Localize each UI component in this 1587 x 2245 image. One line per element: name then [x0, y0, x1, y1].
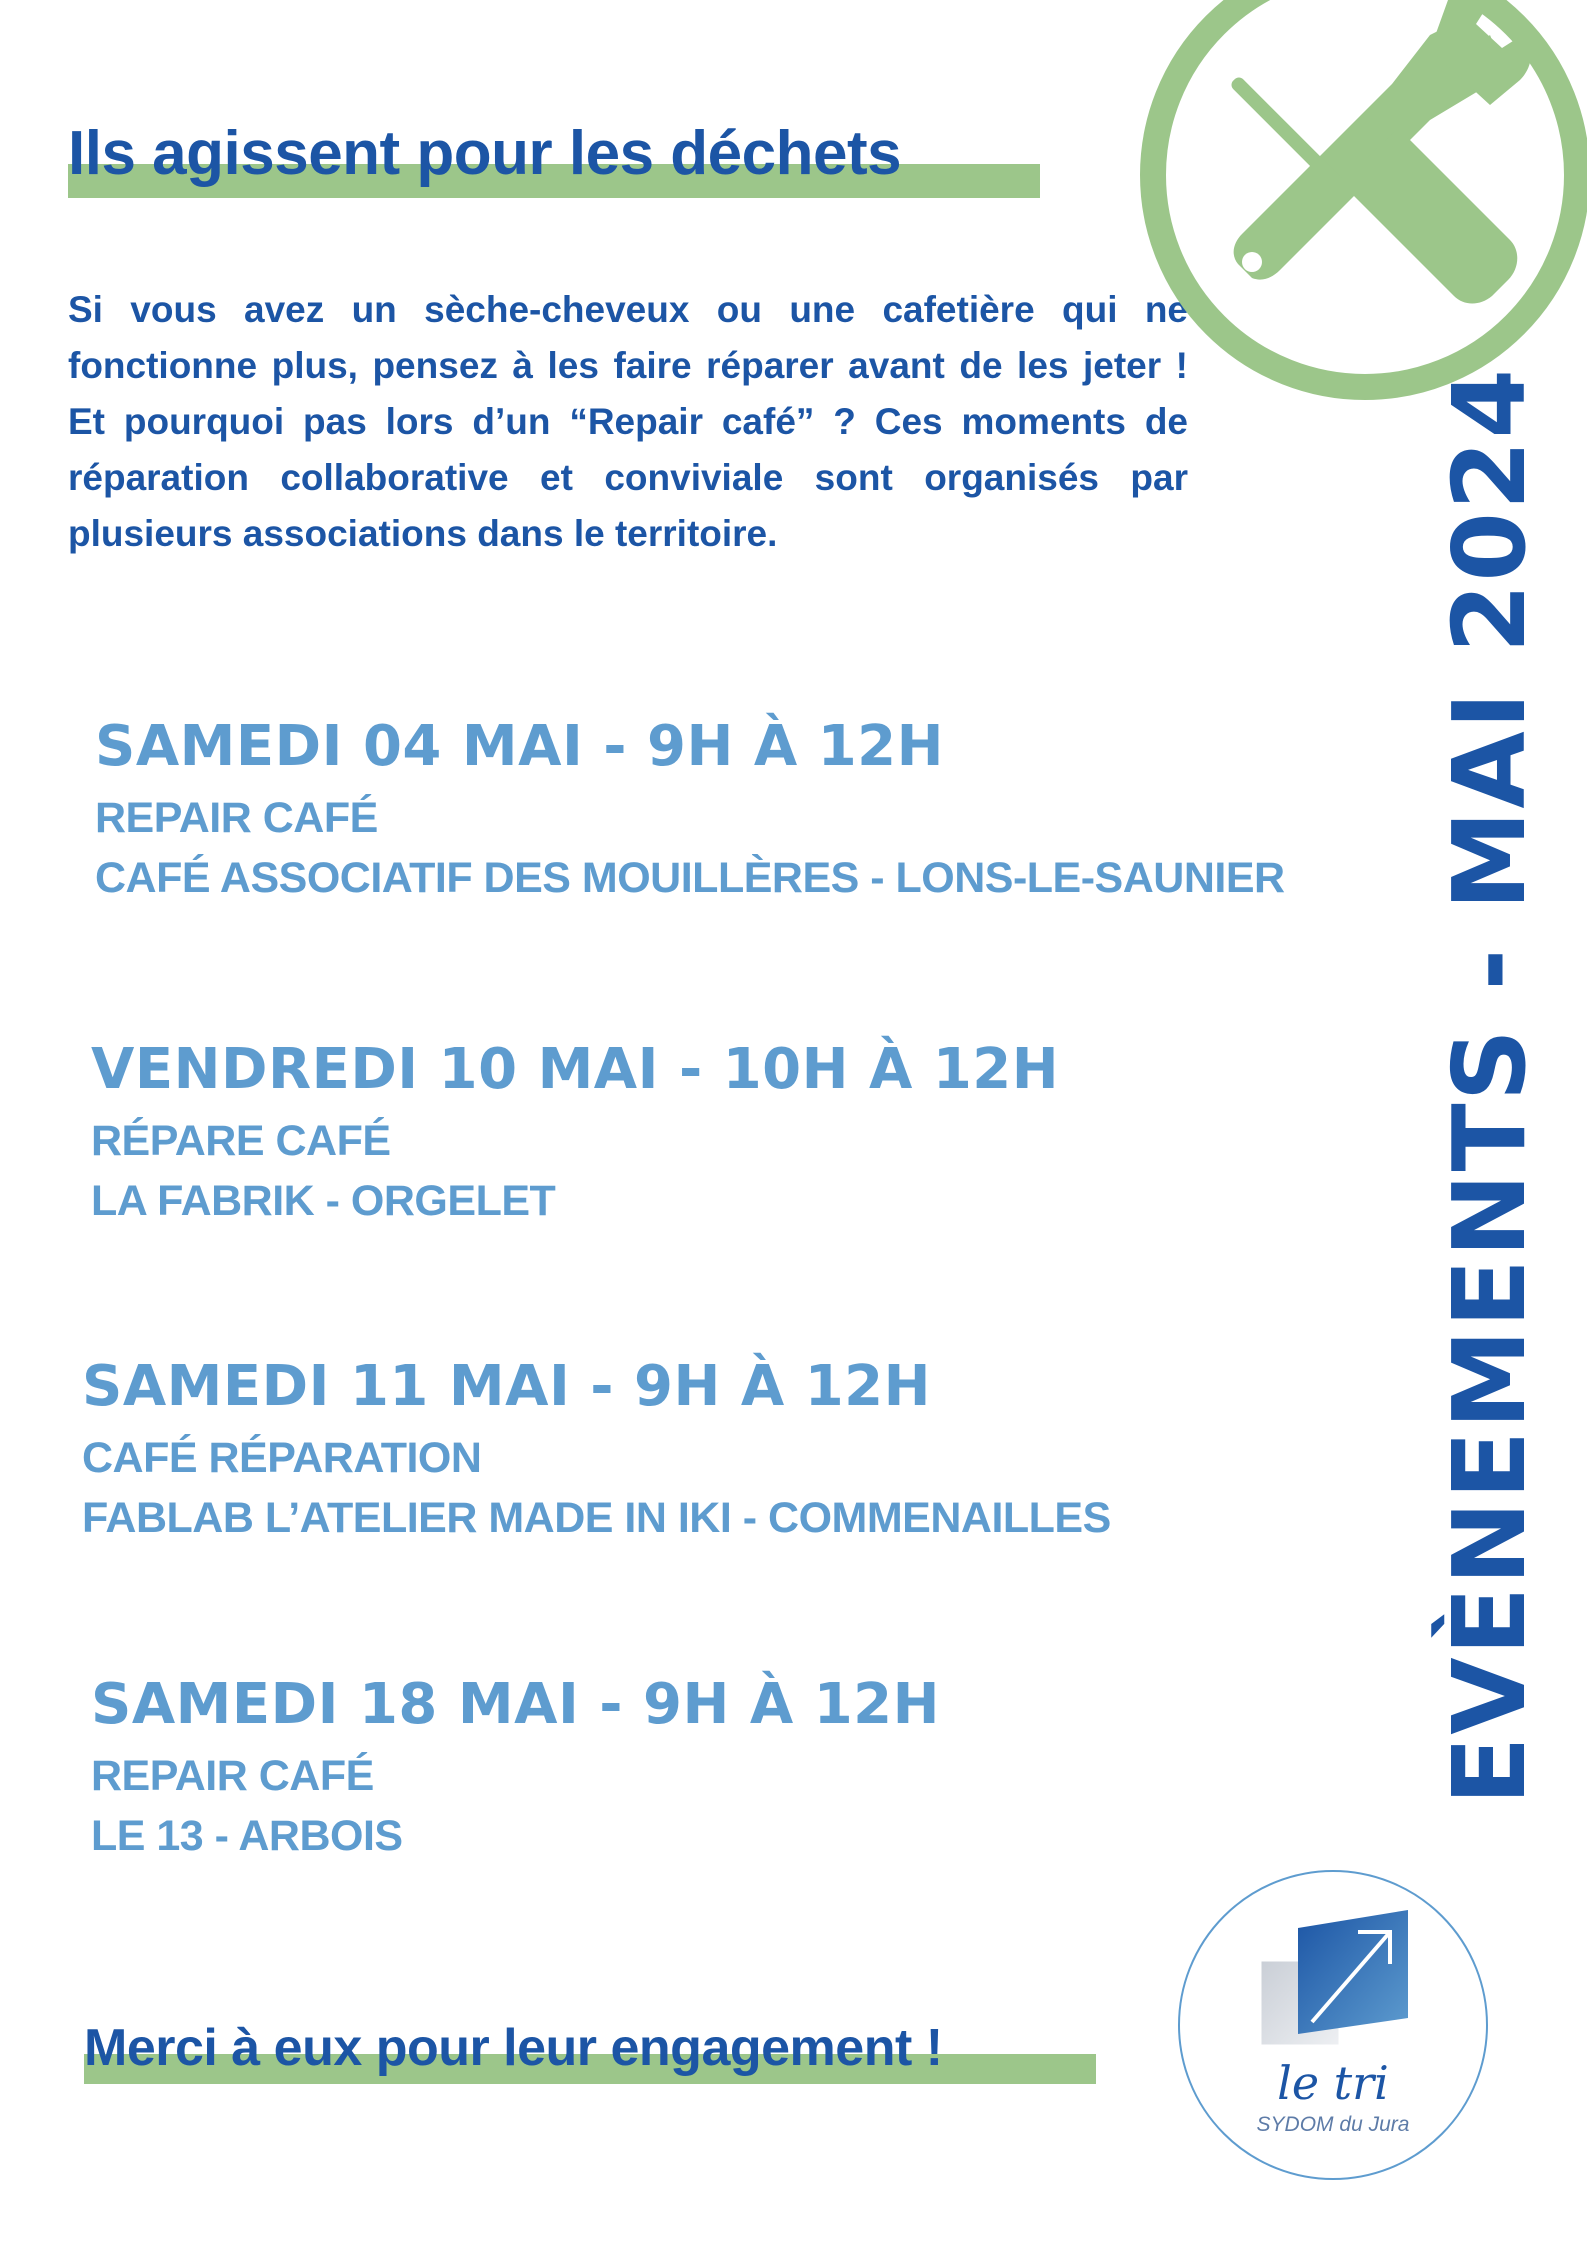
event-name: RÉPARE CAFÉ	[91, 1117, 391, 1165]
event-item	[82, 1352, 1111, 1548]
event-name: REPAIR CAFÉ	[95, 794, 378, 842]
event-date: SAMEDI 11 MAI - 9H À 12H	[82, 1354, 931, 1419]
sydom-logo	[1178, 1870, 1488, 2180]
event-date: SAMEDI 04 MAI - 9H À 12H	[95, 714, 944, 779]
event-place: CAFÉ ASSOCIATIF DES MOUILLÈRES - LONS-LE-SAUNIER	[95, 854, 1285, 902]
page-title: Ils agissent pour les déchets	[68, 119, 902, 188]
event-place: FABLAB L’ATELIER MADE IN IKI - COMMENAILLES	[82, 1494, 1111, 1542]
event-name: REPAIR CAFÉ	[91, 1752, 374, 1800]
event-date: VENDREDI 10 MAI - 10H À 12H	[91, 1037, 1060, 1102]
arrow-square-icon	[1250, 1910, 1420, 2060]
footer-block	[84, 2018, 943, 2078]
logo-subtitle: SYDOM du Jura	[1256, 2113, 1410, 2136]
logo-name: le tri	[1277, 2056, 1389, 2110]
event-item	[95, 712, 1285, 908]
event-item	[91, 1035, 1059, 1231]
vertical-banner-title: EVÈNEMENTS - MAI 2024	[1431, 366, 1548, 1805]
intro-paragraph: Si vous avez un sèche-cheveux ou une cafetière qui ne fonctionne plus, pensez à les faire réparer avant de les jeter ! Et pourquoi pas lors d’un “Repair café” ? Ces moments de réparation collaborative et conviviale sont organisés par plusieurs associations dans le territoire.	[68, 289, 1188, 554]
event-place: LA FABRIK - ORGELET	[91, 1177, 556, 1225]
event-date: SAMEDI 18 MAI - 9H À 12H	[91, 1672, 940, 1737]
wrench-screwdriver-icon	[1130, 0, 1587, 410]
event-name: CAFÉ RÉPARATION	[82, 1434, 482, 1482]
event-place: LE 13 - ARBOIS	[91, 1812, 403, 1860]
title-block	[68, 118, 901, 189]
footer-thanks: Merci à eux pour leur engagement !	[84, 2019, 943, 2077]
event-item	[91, 1670, 940, 1866]
